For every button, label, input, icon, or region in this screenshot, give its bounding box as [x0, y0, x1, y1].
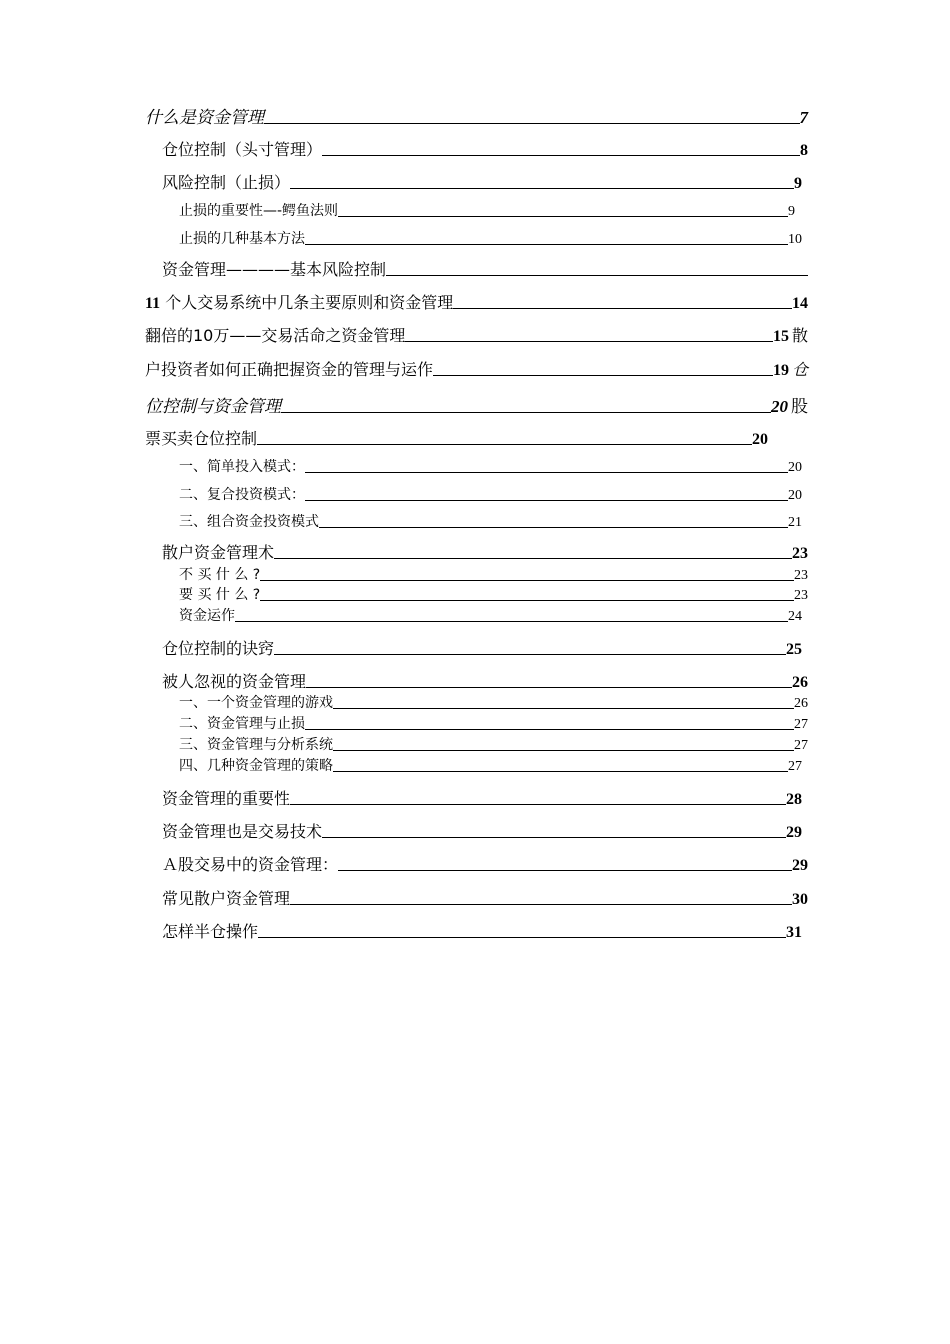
- toc-leader-line: [264, 123, 800, 124]
- toc-entry-label: 一、一个资金管理的游戏: [179, 695, 333, 711]
- toc-entry-page: 29: [792, 857, 808, 874]
- toc-entry-page: 25: [786, 641, 802, 658]
- toc-entry-label: 位控制与资金管理: [145, 397, 281, 417]
- toc-leader-line: [274, 558, 792, 559]
- toc-entry-page: 8: [800, 142, 808, 159]
- toc-entry-page: 27: [794, 738, 808, 753]
- toc-entry-label: 资金管理————基本风险控制: [162, 260, 387, 279]
- toc-leader-line: [322, 155, 800, 156]
- toc-leader-line: [260, 600, 794, 601]
- toc-entry-label: 仓位控制（头寸管理）: [162, 140, 323, 159]
- toc-leader-line: [333, 750, 794, 751]
- toc-entry-page: 26: [792, 674, 808, 691]
- toc-leader-line: [260, 580, 794, 581]
- toc-entry[interactable]: [145, 324, 808, 346]
- toc-entry[interactable]: [162, 171, 802, 193]
- toc-leader-line: [281, 412, 771, 413]
- toc-entry-label: 二、复合投资模式：: [179, 487, 305, 503]
- toc-entry[interactable]: [179, 715, 808, 733]
- toc-entry-label: 散户资金管理术: [162, 543, 275, 562]
- toc-leader-line: [305, 472, 788, 473]
- toc-entry-page: 28: [786, 791, 802, 808]
- toc-entry-label: 怎样半仓操作: [162, 922, 259, 941]
- toc-entry-page: 23: [794, 568, 808, 583]
- toc-entry-overflow-text: 股: [791, 397, 808, 417]
- toc-entry[interactable]: [162, 637, 802, 659]
- toc-leader-line: [290, 904, 792, 905]
- toc-entry-page: 10: [788, 232, 802, 247]
- toc-leader-line: [258, 937, 786, 938]
- toc-entry-page: 7: [799, 108, 808, 127]
- toc-entry-page: 9: [788, 204, 795, 219]
- toc-entry-overflow-text: 仓: [791, 360, 808, 379]
- toc-entry-page: 27: [788, 759, 802, 774]
- toc-entry-label: 不 买 什 么 ?: [179, 567, 261, 583]
- toc-entry-label: 要 买 什 么 ?: [179, 587, 261, 603]
- toc-leader-line: [290, 804, 786, 805]
- toc-entry[interactable]: [162, 853, 808, 875]
- toc-entry-page: 23: [794, 588, 808, 603]
- toc-leader-line: [386, 275, 808, 276]
- toc-entry[interactable]: [162, 820, 802, 842]
- toc-entry-page: 14: [792, 295, 808, 312]
- toc-entry-page: 21: [788, 515, 802, 530]
- toc-entry-overflow-text: 散: [791, 326, 808, 345]
- toc-entry[interactable]: [162, 138, 808, 160]
- toc-leader-line: [338, 870, 792, 871]
- toc-leader-line: [338, 216, 788, 217]
- toc-entry-page: 20: [788, 488, 802, 503]
- toc-entry[interactable]: [179, 456, 802, 476]
- toc-entry-page: 20: [771, 397, 788, 416]
- toc-entry-label: 一、简单投入模式：: [179, 459, 305, 475]
- toc-entry-page: 23: [792, 545, 808, 562]
- toc-entry-label: 二、资金管理与止损: [179, 716, 305, 732]
- toc-entry-label: Ａ股交易中的资金管理：: [162, 855, 339, 874]
- toc-leader-line: [305, 729, 794, 730]
- toc-leader-line: [305, 244, 788, 245]
- toc-entry[interactable]: [179, 757, 802, 775]
- toc-leader-line: [433, 375, 773, 376]
- toc-entry[interactable]: [145, 358, 808, 380]
- toc-entry-label: 四、几种资金管理的策略: [179, 758, 333, 774]
- toc-leader-line: [274, 654, 786, 655]
- toc-entry-page: 26: [794, 696, 808, 711]
- toc-leader-line: [290, 188, 794, 189]
- toc-entry-page: 19: [772, 362, 789, 379]
- toc-entry[interactable]: [162, 258, 808, 280]
- toc-leader-line: [257, 444, 752, 445]
- toc-entry[interactable]: [145, 104, 808, 128]
- toc-entry[interactable]: [145, 427, 768, 449]
- toc-leader-line: [333, 708, 794, 709]
- toc-entry-label: 三、组合资金投资模式: [179, 514, 319, 530]
- toc-entry-label: 止损的重要性—-鳄鱼法则: [179, 203, 339, 219]
- toc-entry-page: 24: [788, 609, 802, 624]
- toc-entry-page: 9: [794, 175, 802, 192]
- toc-entry-label: 资金运作: [179, 608, 235, 624]
- toc-entry[interactable]: [162, 920, 802, 942]
- toc-entry-label: 资金管理也是交易技术: [162, 822, 323, 841]
- toc-entry-page: 31: [786, 924, 802, 941]
- toc-entry-label: 风险控制（止损）: [162, 173, 291, 192]
- toc-entry[interactable]: [162, 541, 808, 563]
- toc-entry[interactable]: [179, 511, 802, 531]
- toc-entry-page: 27: [794, 717, 808, 732]
- toc-entry[interactable]: [179, 566, 808, 584]
- toc-leader-line: [322, 837, 786, 838]
- toc-entry-label: 户投资者如何正确把握资金的管理与运作: [145, 360, 434, 379]
- toc-entry[interactable]: [162, 887, 808, 909]
- toc-entry[interactable]: [179, 736, 808, 754]
- toc-leader-line: [306, 687, 792, 688]
- toc-entry-label: 仓位控制的诀窍: [162, 639, 275, 658]
- toc-entry-label: 票买卖仓位控制: [145, 429, 258, 448]
- toc-entry-page: 20: [788, 460, 802, 475]
- toc-entry[interactable]: [162, 787, 802, 809]
- toc-entry-label: 资金管理的重要性: [162, 789, 291, 808]
- toc-leader-line: [305, 500, 788, 501]
- toc-entry[interactable]: [179, 228, 802, 248]
- toc-entry-text: 个人交易系统中几条主要原则和资金管理: [160, 293, 454, 312]
- toc-entry[interactable]: [145, 393, 808, 417]
- toc-leader-line: [405, 341, 773, 342]
- toc-entry-label: 翻倍的10万——交易活命之资金管理: [145, 326, 406, 345]
- toc-entry-page: 15: [772, 328, 789, 345]
- toc-entry-label: 三、资金管理与分析系统: [179, 737, 333, 753]
- toc-entry-label: 止损的几种基本方法: [179, 231, 305, 247]
- toc-entry-label: 被人忽视的资金管理: [162, 672, 307, 691]
- toc-entry-page: 29: [786, 824, 802, 841]
- toc-entry[interactable]: [179, 586, 808, 604]
- toc-entry-label: 什么是资金管理: [145, 108, 264, 128]
- toc-entry[interactable]: [179, 607, 802, 625]
- toc-entry-label: 常见散户资金管理: [162, 889, 291, 908]
- toc-leader-line: [333, 771, 788, 772]
- toc-entry[interactable]: [145, 291, 808, 313]
- toc-leader-line: [453, 308, 792, 309]
- toc-leader-line: [319, 527, 788, 528]
- toc-entry[interactable]: [179, 484, 802, 504]
- toc-entry-page: 20: [752, 431, 768, 448]
- toc-entry[interactable]: [179, 694, 808, 712]
- toc-entry-page: 30: [792, 891, 808, 908]
- toc-entry-label: [145, 290, 453, 313]
- toc-entry[interactable]: [162, 670, 808, 692]
- toc-entry-number: 11: [145, 295, 161, 312]
- toc-leader-line: [235, 621, 788, 622]
- toc-entry[interactable]: [179, 200, 795, 220]
